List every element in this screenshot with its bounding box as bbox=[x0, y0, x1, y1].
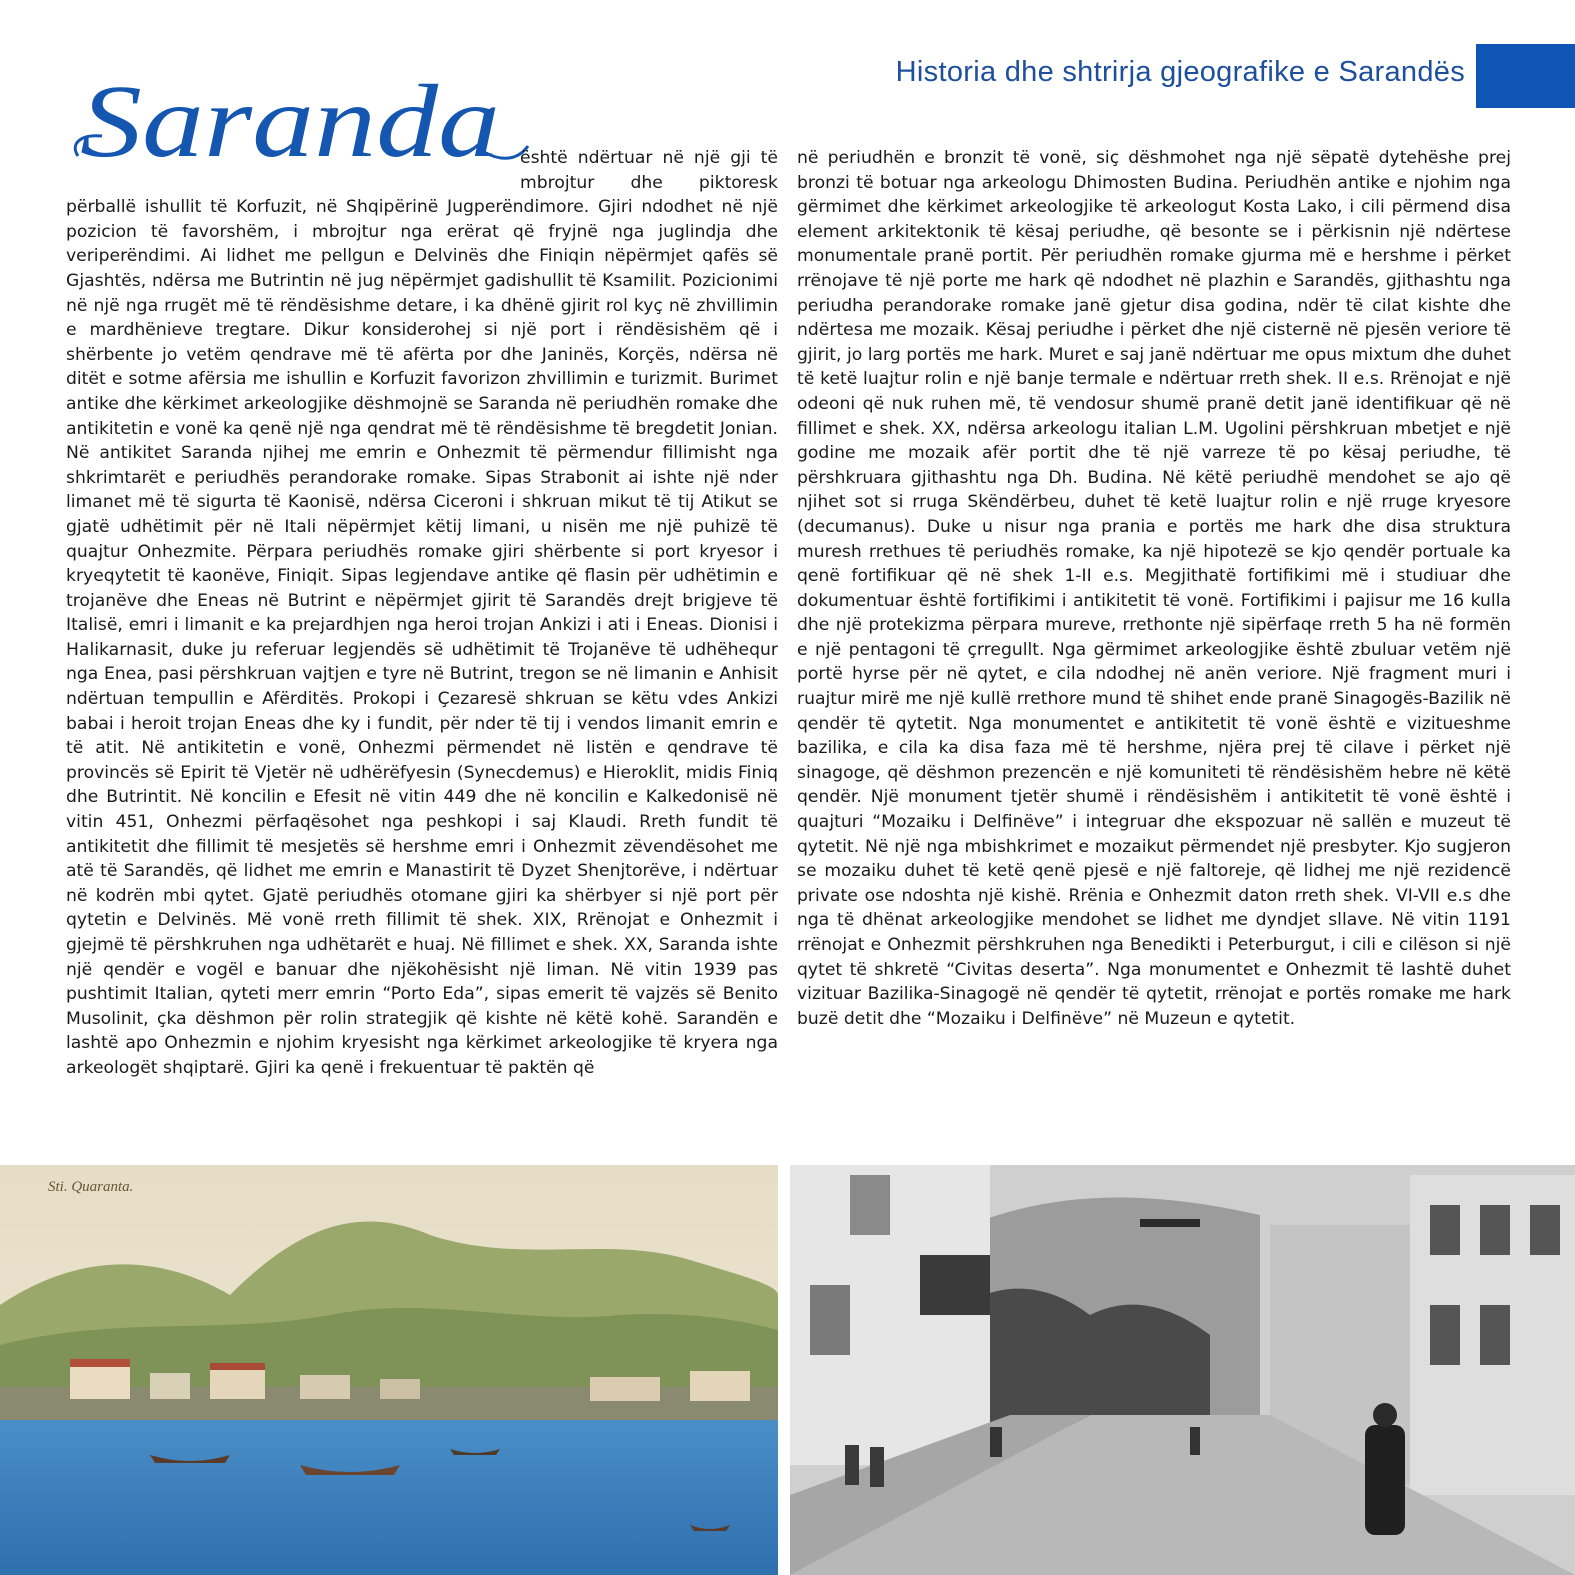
child bbox=[870, 1447, 884, 1487]
building bbox=[210, 1369, 265, 1399]
building bbox=[300, 1375, 350, 1399]
window bbox=[1530, 1205, 1560, 1255]
balcony bbox=[920, 1255, 990, 1315]
man-head bbox=[1373, 1403, 1397, 1427]
child bbox=[845, 1445, 859, 1485]
accent-bar bbox=[1476, 44, 1575, 108]
logo-text: Saranda bbox=[80, 64, 500, 179]
article-text-left: është ndërtuar në një gji të mbrojtur dhe piktoresk përballë ishullit të Korfuzit, në Shqipërinë Jugperëndimore. Gjiri ndodhet në një pozicion të favorshëm, i mbrojtur nga erërat që fryjnë nga juglindja dhe veriperëndimi. Ai lidhet me pellgun e Delvinës dhe Finiqin nëpërmjet qafës së Gjashtës, ndërsa me Butrintin në jug nëpërmjet gadishullit të Ksamilit. Pozicionimi në një nga rrugët më të rëndësishme detare, i ka dhënë gjirit rol kyç në zhvillimin e mardhënieve tregtare. Dikur konsiderohej si një port i rëndësishëm që i shërbente jo vetëm qendrave më të afërta por dhe Janinës, Korçës, ndërsa në ditët e sotme afërsia me ishullin e Korfuzit favorizon zhvillimin e turizmit. Burimet antike dhe kërkimet arkeologjike dëshmojnë se Saranda në periudhën romake dhe antikitetin e vonë ka qenë një nga qendrat më të rëndësishme të bregdetit Jonian. Në antikitet Saranda njihej me emrin e Onhezmit të përmendur fillimisht nga shkrimtarët e periudhës perandorake romake. Sipas Strabonit ai ishte një nder limanet më të sigurta të Kaonisë, ndërsa Ciceroni i shkruan mikut të tij Atikut se gjatë udhëtimit për në Itali nëpërmjet këtij limani, u nisën me një puhizë të quajtur Onhezmite. Përpara periudhës romake gjiri shërbente si port kryesor i kryeqytetit të kaonëve, Finiqit. Sipas legjendave antike që flasin për udhëtimin e trojanëve dhe Eneas në Butrint e nëpërmjet gjirit të Sarandës drejt brigjeve të Italisë, emri i limanit e ka prejardhjen nga heroi trojan Ankizi i ati i Eneas. Dionisi i Halikarnasit, duke ju referuar legjendës së udhëtimit të Trojanëve të udhëhequr nga Enea, pasi përshkruan vajtjen e tyre në Butrint, tregon se në limanin e Anhisit ndërtuan tempullin e Afërditës. Prokopi i Çezaresë shkruan se këtu vdes Ankizi babai i heroit trojan Eneas dhe ky i fundit, për nder të tij i vendos limanit emrin e të atit. Në antikitetin e vonë, Onhezmi përmendet në listën e qendrave të provincës së Epirit të Vjetër në udhërëfyesin (Synecdemus) e Hieroklit, midis Finiq dhe Butrintit. Në koncilin e Efesit në vitin 449 dhe në koncilin e Kalkedonisë në vitin 451, Onhezmi përfaqësohet nga peshkopi i saj Klaudi. Rreth fundit të antikitetit dhe fillimit të mesjetës së hershme emri i Onhezmit zëvendësohet me atë të Sarandës, që lidhet me emrin e Manastirit të Dyzet Shenjtorëve, i ndërtuar në kodrën mbi qytet. Gjatë periudhës otomane gjiri ka shërbyer si një port për qytetin e Delvinës. Më vonë rreth fillimit të shek. XIX, Rrënojat e Onhezmit i gjejmë të përshkruhen nga udhëtarët e huaj. Në fillimet e shek. XX, Saranda ishte një qendër e vogël e banuar dhe njëkohësisht një liman. Në vitin 1939 pas pushtimit Italian, qyteti merr emrin “Porto Eda”, sipas emerit të vajzës së Benito Musolinit, çka dëshmon për rolin strategjik që kishte në këtë kohë. Sarandën e lashtë apo Onhezmin e njohim kryesisht nga kërkimet arkeologjike të kryera nga arkeologët shqiptarë. Gjiri ka qenë i frekuentuar të paktën që bbox=[66, 148, 778, 1078]
building bbox=[70, 1365, 130, 1399]
building bbox=[690, 1371, 750, 1401]
person bbox=[1190, 1427, 1200, 1455]
article-column-left bbox=[66, 146, 778, 1121]
window bbox=[810, 1285, 850, 1355]
street-photo bbox=[790, 1165, 1575, 1575]
window bbox=[850, 1175, 890, 1235]
roof bbox=[70, 1359, 130, 1367]
postcard-caption: Sti. Quaranta. bbox=[48, 1179, 134, 1195]
person bbox=[990, 1427, 1002, 1457]
window bbox=[1430, 1205, 1460, 1255]
sea bbox=[0, 1420, 778, 1575]
man-walking bbox=[1365, 1425, 1405, 1535]
window bbox=[1480, 1205, 1510, 1255]
postcard-photo bbox=[0, 1165, 778, 1575]
roof bbox=[210, 1363, 265, 1370]
postcard-illustration bbox=[0, 1165, 778, 1575]
building bbox=[590, 1377, 660, 1401]
page-title: Historia dhe shtrirja gjeografike e Sarandës bbox=[895, 56, 1465, 88]
window bbox=[1480, 1305, 1510, 1365]
building bbox=[150, 1373, 190, 1399]
window bbox=[1430, 1305, 1460, 1365]
logo-spacer bbox=[66, 146, 520, 186]
article-text-right: në periudhën e bronzit të vonë, siç dëshmohet nga një sëpatë dytehëshe prej bronzi të botuar nga arkeologu Dhimosten Budina. Periudhën antike e njohim nga gërmimet dhe kërkimet arkeologjike të arkeologut Kosta Lako, i cili përmend disa element arkitektonik të kësaj periudhe, që besonte se i përkisnin një ndërtese monumentale pranë portit. Për periudhën romake gjurma më e hershme i përket rrënojave të një porte me hark që ndodhet në plazhin e Sarandës, gjithashtu nga periudha perandorake romake janë gjetur disa godina, ndër të cilat kishte dhe ndërtesa me mozaik. Kësaj periudhe i përket dhe një cisternë në pjesën veriore të gjirit, jo larg portës me hark. Muret e saj janë ndërtuar me opus mixtum dhe duhet të ketë luajtur rolin e një banje termale e ndërtuar rreth shek. II e.s. Rrënojat e një odeoni që nuk ruhen më, të vendosur shumë pranë detit janë identifikuar që në fillimet e shek. XX, ndërsa arkeologu italian L.M. Ugolini përshkruan mbetjet e një godine me mozaik afër portit dhe të një varreze të po kësaj periudhe, të përshkruara gjithashtu nga Dh. Budina. Në këtë periudhë mendohet se ajo që njihet sot si rruga Skëndërbeu, duhet të ketë luajtur rolin e një rruge kryesore (decumanus). Duke u nisur nga prania e portës me hark dhe disa struktura muresh rrethues të periudhës romake, ka një hipotezë se kjo qendër portuale ka qenë fortifikuar që në shek 1-II e.s. Megjithatë fortifikimi më i studiuar dhe dokumentuar është fortifikimi i antikitetit të vonë. Fortifikimi i pajisur me 16 kulla dhe një protekizma përpara mureve, rrethonte një sipërfaqe rreth 5 ha në formën e një pentagoni të çrregullt. Nga gërmimet arkeologjike është zbuluar vetëm një portë hyrse për në qytet, e cila ndodhej në anën veriore. Një fragment muri i ruajtur mirë me një kullë rrethore mund të shihet ende pranë Sinagogës-Bazilik në qendër të qytetit. Nga monumentet e antikitetit të vonë është e vizitueshme bazilika, e cila ka disa faza më të hershme, njëra prej të cilave i përket një sinagoge, që dëshmon prezencën e një komuniteti të rëndësishëm hebre në këtë qendër. Një monument tjetër shumë i rëndësishëm i antikitetit të vonë është i quajturi “Mozaiku i Delfinëve” i integruar dhe ekspozuar në sallën e muzeut të qytetit. Në një nga mbishkrimet e mozaikut përmendet një presbyter. Kjo sugjeron se mozaiku duhet të ketë qenë pjesë e një faltoreje, që lidhej me një rezidencë private ose ndoshta një kishë. Rrënia e Onhezmit daton rreth shek. VI-VII e.s dhe nga të dhënat arkeologjike mendohet se lidhet me dyndjet sllave. Në vitin 1191 rrënojat e Onhezmit përshkruhen nga Benedikti i Peterburgut, i cili e cilëson si një qytet të shkretë “Civitas deserta”. Nga monumentet e Onhezmit të lashtë duhet vizituar Bazilika-Sinagogë në qendër të qytetit, rrënojat e portës romake me hark buzë detit dhe “Mozaiku i Delfinëve” në Muzeun e qytetit. bbox=[797, 148, 1511, 1029]
building bbox=[380, 1379, 420, 1399]
street-lamp bbox=[1140, 1219, 1200, 1227]
article-column-right bbox=[797, 146, 1511, 1121]
street-illustration bbox=[790, 1165, 1575, 1575]
